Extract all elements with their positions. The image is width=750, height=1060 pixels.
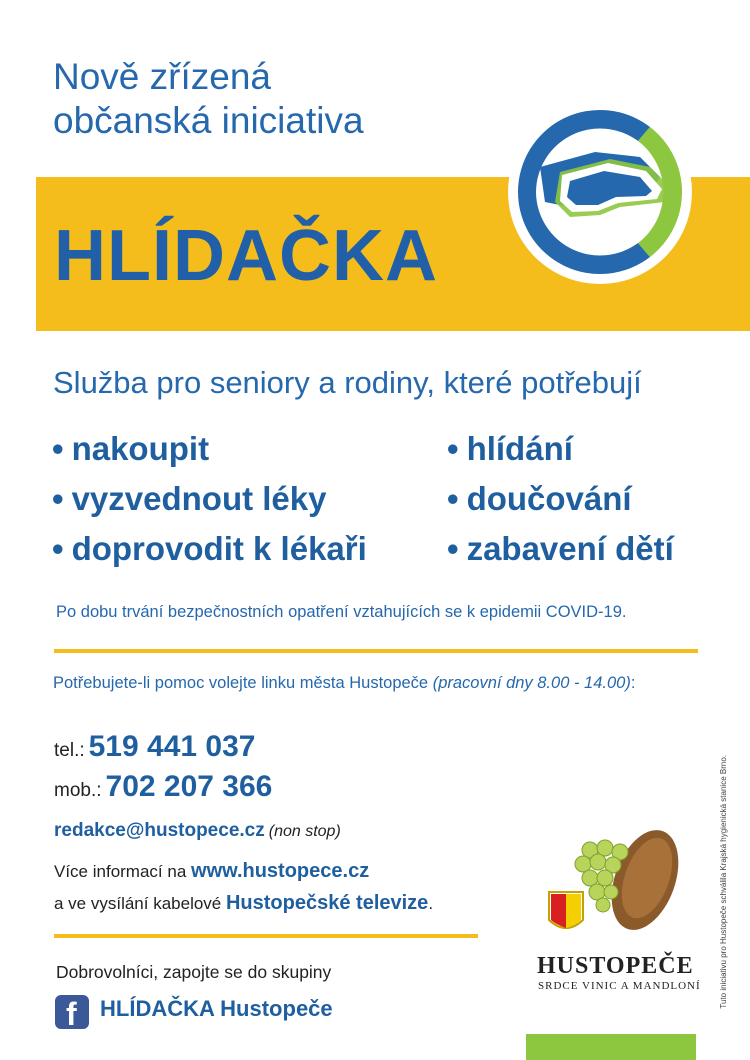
city-tagline: SRDCE VINIC A MANDLONÍ — [538, 980, 701, 992]
covid-note: Po dobu trvání bezpečnostních opatření vztahujících se k epidemii COVID-19. — [56, 603, 627, 621]
facebook-icon[interactable]: f — [55, 995, 89, 1029]
office-hours: (pracovní dny 8.00 - 14.00) — [432, 674, 631, 692]
tv-line — [54, 892, 433, 915]
need-help-line — [53, 674, 635, 693]
more-info-text: Více informací na — [54, 862, 192, 881]
services-left-list — [52, 424, 367, 574]
tel-label: tel.: — [54, 740, 85, 761]
tv-suffix: . — [428, 894, 434, 913]
facebook-group-link[interactable]: HLÍDAČKA Hustopeče — [100, 996, 333, 1021]
mob-line — [54, 770, 272, 804]
list-item: • zabavení dětí — [447, 524, 674, 574]
tel-number[interactable]: 519 441 037 — [88, 730, 256, 763]
subtitle-line-1: Nově zřízená — [53, 56, 271, 97]
subtitle-line-2: občanská iniciativa — [53, 100, 364, 141]
handshake-logo-icon — [500, 97, 700, 287]
service-line: Služba pro seniory a rodiny, které potřebují — [53, 365, 642, 400]
grapes-almond-crest-icon — [535, 820, 695, 940]
green-accent-bar — [526, 1034, 696, 1060]
divider — [54, 649, 698, 653]
list-item: • hlídání — [447, 424, 674, 474]
services-right-list — [447, 424, 674, 574]
mob-number[interactable]: 702 207 366 — [105, 770, 273, 803]
list-item: • doprovodit k lékaři — [52, 524, 367, 574]
mob-label: mob.: — [54, 780, 102, 801]
list-item: • vyzvednout léky — [52, 474, 367, 524]
tv-prefix: a ve vysílání kabelové — [54, 894, 226, 913]
need-help-text: Potřebujete-li pomoc volejte linku města Hustopeče — [53, 674, 433, 692]
website-link[interactable]: www.hustopece.cz — [191, 860, 370, 882]
divider — [54, 934, 478, 938]
email-line — [54, 820, 341, 842]
tv-name: Hustopečské televize — [225, 892, 429, 914]
side-note — [719, 755, 737, 1025]
list-item: • nakoupit — [52, 424, 367, 474]
colon: : — [630, 674, 636, 692]
subtitle — [53, 55, 364, 143]
more-info-line — [54, 860, 369, 883]
page-title: HLÍDAČKA — [54, 216, 438, 296]
side-note-text: Tuto iniciativu pro Hustopeče schválila Krajská hygienická stanice Brno. — [719, 755, 728, 1009]
city-name: HUSTOPEČE — [537, 953, 694, 979]
tel-line — [54, 730, 255, 764]
volunteer-text: Dobrovolníci, zapojte se do skupiny — [56, 962, 332, 982]
email-link[interactable]: redakce@hustopece.cz — [54, 820, 265, 841]
list-item: • doučování — [447, 474, 674, 524]
email-note: (non stop) — [268, 823, 341, 840]
